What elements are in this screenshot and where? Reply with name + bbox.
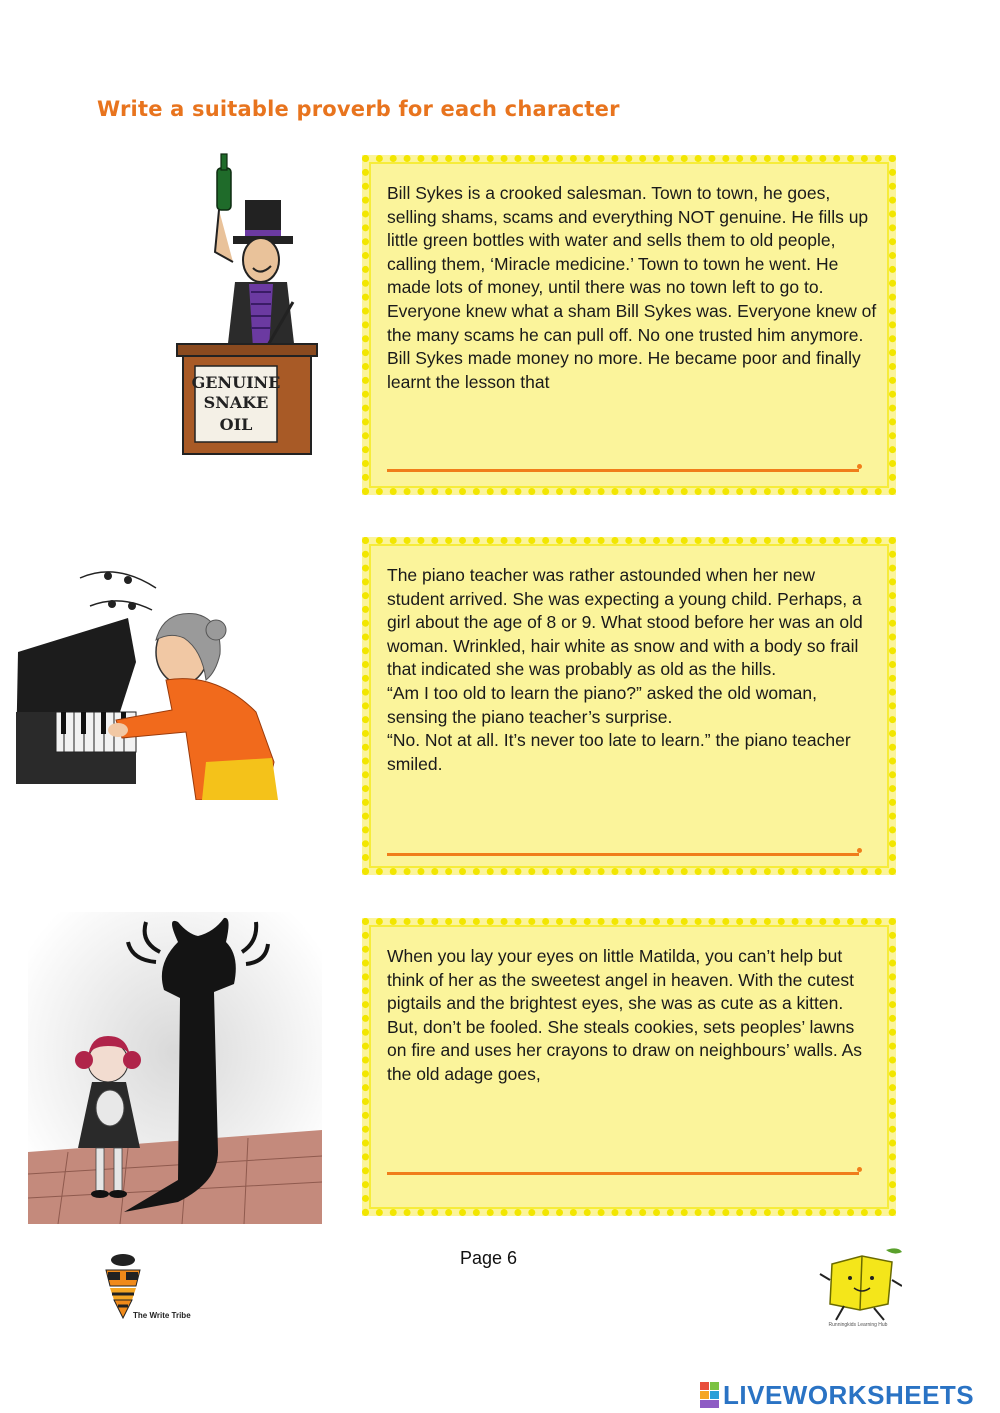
story-text-1: Bill Sykes is a crooked salesman. Town to town, he goes, selling shams, scams and everything NOT genuine. He fills up little green bottles with water and sells them to old people, calling them, ‘Miracle medicine.’ Town to town he went. He made lots of money, until there was no town left to go to. Everyone knew what a sham Bill Sykes was. Everyone knew of the many scams he can pull off. No one trusted him anymore. Bill Sykes made money no more. He became poor and finally learnt the lesson that [387,183,877,392]
running-book-logo [818,1244,902,1322]
worksheet-title: Write a suitable proverb for each character [97,97,620,121]
girl-shadow-illustration [28,912,322,1224]
proverb-answer-1[interactable] [387,443,859,472]
old-woman-piano-illustration [16,562,278,800]
proverb-answer-3[interactable] [387,1146,859,1175]
period-dot-1 [857,464,862,469]
sign-line-1: GENUINE [191,373,281,392]
sign-line-2: SNAKE [203,393,269,412]
period-dot-3 [857,1167,862,1172]
story-card-1 [362,155,896,495]
snake-oil-salesman-illustration [175,152,323,457]
sign-line-3: OIL [219,415,253,434]
write-tribe-label: The Write Tribe [133,1311,191,1320]
story-card-2 [362,537,896,875]
liveworksheets-brand [700,1380,974,1411]
story-text-2: The piano teacher was rather astounded when her new student arrived. She was expecting a young child. Perhaps, a girl about the age of 8 or 9. What stood before her was an old woman. Wrinkled, hair white as snow and with a body so frail that indicated she was probably as old as the hills. “Am I too old to learn the piano?” asked the old woman, sensing the piano teacher’s surprise. “No. Not at all. It’s never too late to learn.” the piano teacher smiled. [387,565,863,774]
runningkids-label: Runningkids Learning Hub [828,1322,888,1328]
story-card-3 [362,918,896,1216]
period-dot-2 [857,848,862,853]
story-text-3: When you lay your eyes on little Matilda, you can’t help but think of her as the sweetest angel in heaven. With the cutest pigtails and the brightest eyes, she was as cute as a kitten. But, don’t be fooled. She steals cookies, sets peoples’ lawns on fire and uses her crayons to draw on neighbours’ walls. As the old adage goes, [387,946,863,1084]
page-number: Page 6 [460,1248,518,1268]
liveworksheets-text: LIVEWORKSHEETS [723,1380,975,1410]
proverb-answer-2[interactable] [387,827,859,856]
liveworksheets-badge-icon [700,1382,720,1408]
